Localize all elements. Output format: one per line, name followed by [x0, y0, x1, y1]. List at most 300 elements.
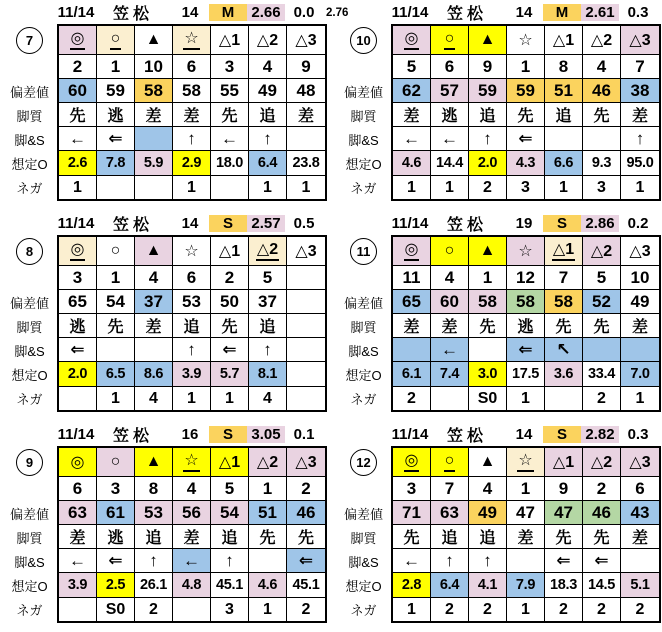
running-style-cell: 先 [393, 525, 431, 549]
expected-odds-cell: 3.9 [173, 362, 211, 387]
mark-glyph: ▲ [479, 31, 496, 48]
mark-cell [469, 26, 507, 55]
expected-odds-cell: 18.3 [545, 573, 583, 598]
race-block-10 [336, 2, 662, 201]
mark-glyph: △1 [218, 243, 241, 260]
expected-odds-cell: 5.7 [211, 362, 249, 387]
mark-glyph: △1 [552, 32, 575, 49]
nega-cell: 4 [249, 387, 287, 410]
horse-number-cell: 1 [249, 477, 287, 501]
horse-number-cell: 1 [507, 477, 545, 501]
nega-cell [211, 176, 249, 199]
deviation-cell: 63 [59, 501, 97, 525]
mark-glyph: ☆ [518, 243, 533, 260]
legs-s-cell: ⇐ [211, 338, 249, 362]
legs-s-cell: ↑ [173, 338, 211, 362]
deviation-cell: 58 [135, 79, 173, 103]
nega-cell: 1 [507, 598, 545, 621]
running-style-cell: 追 [431, 525, 469, 549]
mark-glyph: ☆ [183, 30, 199, 49]
running-style-cell: 差 [393, 314, 431, 338]
expected-odds-cell: 17.5 [507, 362, 545, 387]
legs-s-cell [135, 338, 173, 362]
row-label-expected-odds: 想定O [345, 579, 382, 594]
row-label-legs-s: 脚&S [14, 132, 45, 148]
legs-s-cell: ⇐ [507, 127, 545, 151]
running-style-cell: 逃 [97, 103, 135, 127]
mark-cell [249, 237, 287, 266]
running-style-cell: 先 [583, 525, 621, 549]
expected-odds-cell: 8.6 [135, 362, 173, 387]
header-value-1: 3.05 [247, 426, 285, 443]
deviation-cell: 49 [249, 79, 287, 103]
horse-number-cell: 3 [59, 266, 97, 290]
horse-number-cell: 9 [287, 55, 325, 79]
nega-cell: 1 [393, 176, 431, 199]
legs-s-cell: ⇐ [545, 549, 583, 573]
expected-odds-cell: 7.8 [97, 151, 135, 176]
nega-cell: 2 [301, 600, 311, 618]
row-label-running-style: 脚質 [350, 108, 377, 124]
mark-cell [97, 448, 135, 477]
mark-cell [287, 448, 325, 477]
horse-number-cell: 4 [431, 266, 469, 290]
mark-glyph: △3 [629, 32, 651, 49]
mark-glyph: ▲ [145, 31, 162, 48]
nega-cell: 1 [431, 176, 469, 199]
expected-odds-cell: 4.8 [173, 573, 211, 598]
horse-number-cell: 5 [583, 266, 621, 290]
mark-glyph: ☆ [517, 452, 533, 471]
row-label-deviation: 偏差値 [9, 84, 49, 100]
deviation-cell: 58 [507, 290, 545, 314]
horse-number-cell: 4 [173, 477, 211, 501]
race-date: 11/14 [57, 215, 95, 232]
running-style-cell: 追 [469, 103, 507, 127]
deviation-cell: 71 [393, 501, 431, 525]
legs-s-cell [507, 549, 545, 573]
header-value-1: 2.57 [247, 215, 285, 232]
nega-cell: 1 [59, 176, 97, 199]
row-labels [2, 446, 57, 623]
deviation-cell: 38 [621, 79, 659, 103]
horse-number-cell: 10 [621, 266, 659, 290]
nega-cell [431, 387, 469, 410]
deviation-cell: 50 [211, 290, 249, 314]
horse-number-cell: 6 [621, 477, 659, 501]
running-style-cell: 追 [249, 314, 287, 338]
expected-odds-cell: 8.1 [249, 362, 287, 387]
legs-s-cell [97, 338, 135, 362]
header-value-1: 2.66 [247, 4, 285, 21]
mark-cell [173, 26, 211, 55]
block-header [2, 2, 349, 23]
horse-number-cell: 7 [431, 477, 469, 501]
track-name: 笠松 [446, 217, 487, 234]
legs-s-cell: ← [173, 549, 211, 573]
legs-s-cell: ↑ [249, 338, 287, 362]
mark-cell [97, 26, 135, 55]
legs-s-cell: ↑ [431, 549, 469, 573]
legs-s-cell [621, 338, 659, 362]
mark-cell [469, 237, 507, 266]
running-style-cell: 差 [173, 103, 211, 127]
horse-number-cell: 5 [211, 477, 249, 501]
deviation-cell: 46 [287, 501, 325, 525]
legs-s-cell: ↑ [621, 127, 659, 151]
row-label-nega: ネガ [16, 181, 43, 196]
row-label-expected-odds: 想定O [345, 368, 382, 383]
pace-indicator: S [209, 426, 247, 443]
mark-glyph: △2 [256, 454, 279, 471]
horse-number-cell: 8 [135, 477, 173, 501]
expected-odds-cell: 14.4 [431, 151, 469, 176]
nega-cell: 2 [469, 176, 507, 199]
nega-cell: 1 [173, 387, 211, 410]
running-style-cell: 先 [249, 525, 287, 549]
expected-odds-cell: 18.0 [211, 151, 249, 176]
running-style-cell: 先 [469, 314, 507, 338]
deviation-cell: 47 [507, 501, 545, 525]
mark-cell [211, 26, 249, 55]
running-style-cell: 逃 [59, 314, 97, 338]
row-label-running-style: 脚質 [16, 319, 43, 335]
running-style-cell: 先 [59, 103, 97, 127]
mark-cell [249, 26, 287, 55]
pace-indicator: M [209, 4, 247, 21]
nega-cell [59, 387, 97, 410]
mark-cell [469, 448, 507, 477]
nega-cell: 2 [135, 598, 173, 621]
row-labels [336, 446, 391, 623]
deviation-cell: 60 [59, 79, 97, 103]
nega-cell: 2 [583, 387, 621, 410]
running-style-cell: 先 [507, 103, 545, 127]
expected-odds-cell: 2.6 [59, 151, 97, 176]
data-table [391, 235, 661, 412]
data-table [57, 235, 327, 412]
row-label-running-style: 脚質 [350, 319, 377, 335]
expected-odds-cell: 4.1 [469, 573, 507, 598]
race-number: 14 [181, 4, 199, 21]
legs-s-cell: ⇐ [287, 549, 325, 573]
row-label-nega: ネガ [350, 392, 377, 407]
legs-s-cell [287, 338, 325, 362]
mark-glyph: ○ [444, 452, 456, 471]
data-table [391, 446, 661, 623]
horse-number-cell: 3 [393, 477, 431, 501]
block-header [2, 213, 328, 234]
data-table [57, 24, 327, 201]
expected-odds-cell: 5.1 [621, 573, 659, 598]
header-value-1: 2.86 [581, 215, 619, 232]
expected-odds-cell [287, 362, 325, 387]
mark-glyph: △3 [295, 32, 317, 49]
expected-odds-cell: 6.4 [249, 151, 287, 176]
nega-cell [287, 387, 325, 410]
header-value-2: 0.1 [293, 426, 315, 443]
block-number-circle: 9 [16, 449, 43, 476]
mark-glyph: ☆ [183, 452, 199, 471]
row-label-spacer [2, 266, 57, 290]
nega-cell: 1 [635, 178, 645, 196]
race-date: 11/14 [391, 215, 429, 232]
mark-cell [393, 237, 431, 266]
deviation-cell: 47 [545, 501, 583, 525]
nega-cell: 2 [431, 598, 469, 621]
deviation-cell: 63 [431, 501, 469, 525]
mark-cell [545, 448, 583, 477]
row-label-running-style: 脚質 [350, 530, 377, 546]
running-style-cell [287, 314, 325, 338]
mark-cell [431, 26, 469, 55]
row-label-running-style: 脚質 [16, 530, 43, 546]
horse-number-cell: 6 [173, 266, 211, 290]
expected-odds-cell: 45.1 [211, 573, 249, 598]
row-label-spacer [336, 55, 391, 79]
mark-cell [583, 448, 621, 477]
race-block-8 [2, 213, 328, 412]
deviation-cell: 58 [545, 290, 583, 314]
horse-number-cell: 2 [583, 477, 621, 501]
legs-s-cell: ↑ [173, 127, 211, 151]
nega-cell [135, 176, 173, 199]
row-label-deviation: 偏差値 [9, 295, 49, 311]
legs-s-cell: ⇐ [583, 549, 621, 573]
block-body [336, 24, 662, 201]
mark-cell [545, 26, 583, 55]
mark-cell [97, 237, 135, 266]
deviation-cell: 59 [469, 79, 507, 103]
legs-s-cell: ← [211, 127, 249, 151]
mark-glyph: ▲ [145, 453, 162, 470]
deviation-cell: 52 [583, 290, 621, 314]
legs-s-cell [621, 549, 659, 573]
row-label-legs-s: 脚&S [348, 132, 379, 148]
header-value-2: 0.3 [627, 4, 649, 21]
pace-indicator: S [209, 215, 247, 232]
deviation-cell: 61 [97, 501, 135, 525]
deviation-cell: 49 [469, 501, 507, 525]
expected-odds-cell: 2.0 [469, 151, 507, 176]
deviation-cell: 57 [431, 79, 469, 103]
deviation-cell: 53 [173, 290, 211, 314]
nega-cell: 1 [507, 387, 545, 410]
legs-s-cell: ⇐ [59, 338, 97, 362]
race-block-12 [336, 424, 662, 623]
legs-s-cell: ⇐ [507, 338, 545, 362]
horse-number-cell: 3 [97, 477, 135, 501]
horse-number-cell: 1 [469, 266, 507, 290]
expected-odds-cell: 6.1 [393, 362, 431, 387]
track-name: 笠松 [112, 217, 153, 234]
pace-indicator: S [543, 426, 581, 443]
header-value-2: 0.0 [293, 4, 315, 21]
data-table [391, 24, 661, 201]
legs-s-cell: ← [393, 127, 431, 151]
row-label-legs-s: 脚&S [14, 343, 45, 359]
header-value-2: 0.2 [627, 215, 649, 232]
legs-s-cell: ← [59, 127, 97, 151]
header-value-2: 0.3 [627, 426, 649, 443]
mark-glyph: ☆ [184, 243, 199, 260]
deviation-cell: 51 [545, 79, 583, 103]
mark-glyph: ○ [444, 30, 456, 49]
block-number [2, 237, 57, 266]
deviation-cell: 53 [135, 501, 173, 525]
horse-number-cell: 8 [545, 55, 583, 79]
row-label-expected-odds: 想定O [11, 579, 48, 594]
horse-number-cell: 11 [393, 266, 431, 290]
running-style-cell: 追 [173, 314, 211, 338]
running-style-cell: 差 [287, 103, 325, 127]
nega-cell: 3 [507, 176, 545, 199]
nega-cell: 3 [583, 176, 621, 199]
legs-s-cell: ← [59, 549, 97, 573]
running-style-cell: 逃 [507, 314, 545, 338]
horse-number-cell: 1 [507, 55, 545, 79]
deviation-cell: 60 [431, 290, 469, 314]
race-number: 16 [181, 426, 199, 443]
legs-s-cell: ↖ [545, 338, 583, 362]
race-number: 14 [181, 215, 199, 232]
legs-s-cell: ⇐ [97, 549, 135, 573]
row-label-deviation: 偏差値 [343, 295, 383, 311]
expected-odds-cell: 3.0 [469, 362, 507, 387]
expected-odds-cell: 2.9 [173, 151, 211, 176]
row-label-legs-s: 脚&S [348, 343, 379, 359]
expected-odds-cell: 7.0 [621, 362, 659, 387]
row-label-expected-odds: 想定O [11, 368, 48, 383]
deviation-cell: 55 [211, 79, 249, 103]
running-style-cell: 追 [211, 525, 249, 549]
mark-glyph: ○ [110, 453, 121, 470]
legs-s-cell [249, 549, 287, 573]
race-number: 14 [515, 4, 533, 21]
row-labels [336, 24, 391, 201]
nega-cell [545, 387, 583, 410]
running-style-cell: 差 [431, 314, 469, 338]
block-number-circle: 11 [350, 238, 377, 265]
running-style-cell: 差 [135, 103, 173, 127]
running-style-cell: 逃 [97, 525, 135, 549]
mark-cell [211, 448, 249, 477]
expected-odds-cell: 45.1 [287, 573, 325, 598]
block-header [336, 213, 662, 234]
deviation-cell: 65 [393, 290, 431, 314]
mark-cell [621, 237, 659, 266]
mark-glyph: ◎ [70, 241, 86, 260]
mark-glyph: △2 [256, 241, 279, 260]
expected-odds-cell: 26.1 [135, 573, 173, 598]
mark-cell [621, 26, 659, 55]
nega-cell: 2 [469, 598, 507, 621]
race-block-9 [2, 424, 328, 623]
horse-number-cell: 1 [97, 55, 135, 79]
block-body [336, 446, 662, 623]
expected-odds-cell: 23.8 [287, 151, 325, 176]
row-label-nega: ネガ [16, 392, 43, 407]
mark-glyph: △3 [629, 243, 651, 260]
horse-number-cell: 3 [211, 55, 249, 79]
legs-s-cell: ↑ [211, 549, 249, 573]
horse-number-cell [287, 266, 325, 290]
horse-number-cell: 12 [507, 266, 545, 290]
running-style-cell: 先 [583, 314, 621, 338]
header-value-1: 2.82 [581, 426, 619, 443]
horse-number-cell: 10 [135, 55, 173, 79]
mark-cell [173, 237, 211, 266]
deviation-cell: 54 [211, 501, 249, 525]
expected-odds-cell: 33.4 [583, 362, 621, 387]
expected-odds-cell: 4.6 [249, 573, 287, 598]
horse-number-cell: 6 [173, 55, 211, 79]
nega-cell: S0 [469, 387, 507, 410]
block-number-circle: 12 [350, 449, 377, 476]
header-value-2: 0.5 [293, 215, 315, 232]
legs-s-cell: ⇐ [97, 127, 135, 151]
mark-cell [507, 448, 545, 477]
deviation-cell: 37 [135, 290, 173, 314]
horse-number-cell: 2 [211, 266, 249, 290]
horse-number-cell: 2 [59, 55, 97, 79]
horse-number-cell: 4 [583, 55, 621, 79]
track-name: 笠松 [446, 6, 487, 23]
mark-glyph: ○ [110, 30, 122, 49]
row-labels [2, 24, 57, 201]
legs-s-cell: ↑ [469, 549, 507, 573]
row-label-spacer [336, 477, 391, 501]
expected-odds-cell: 5.9 [135, 151, 173, 176]
deviation-cell: 59 [97, 79, 135, 103]
block-header [336, 2, 662, 23]
mark-glyph: ◎ [404, 452, 420, 471]
block-body [2, 446, 328, 623]
running-style-cell: 差 [173, 525, 211, 549]
mark-cell [59, 237, 97, 266]
block-header [336, 424, 662, 445]
row-labels [336, 235, 391, 412]
track-name: 笠松 [446, 428, 487, 445]
nega-cell: 2 [583, 598, 621, 621]
nega-cell: 1 [249, 176, 287, 199]
legs-s-cell [583, 127, 621, 151]
deviation-cell: 46 [583, 79, 621, 103]
expected-odds-cell: 7.4 [431, 362, 469, 387]
nega-cell: 1 [301, 178, 311, 196]
block-body [2, 235, 328, 412]
nega-cell: 1 [545, 176, 583, 199]
mark-cell [59, 26, 97, 55]
horse-number-cell: 4 [135, 266, 173, 290]
legs-s-cell [287, 127, 325, 151]
deviation-cell: 58 [469, 290, 507, 314]
race-block-7 [2, 2, 349, 201]
horse-number-cell: 4 [249, 55, 287, 79]
horse-number-cell: 2 [287, 477, 325, 501]
nega-cell: 2 [545, 598, 583, 621]
expected-odds-cell: 6.6 [545, 151, 583, 176]
row-label-spacer [2, 477, 57, 501]
pace-indicator: M [543, 4, 581, 21]
legs-s-cell [469, 338, 507, 362]
horse-number-cell: 6 [59, 477, 97, 501]
mark-glyph: ○ [444, 242, 455, 259]
row-label-nega: ネガ [350, 181, 377, 196]
horse-number-cell: 9 [469, 55, 507, 79]
row-labels [2, 235, 57, 412]
legs-s-cell: ↑ [135, 549, 173, 573]
